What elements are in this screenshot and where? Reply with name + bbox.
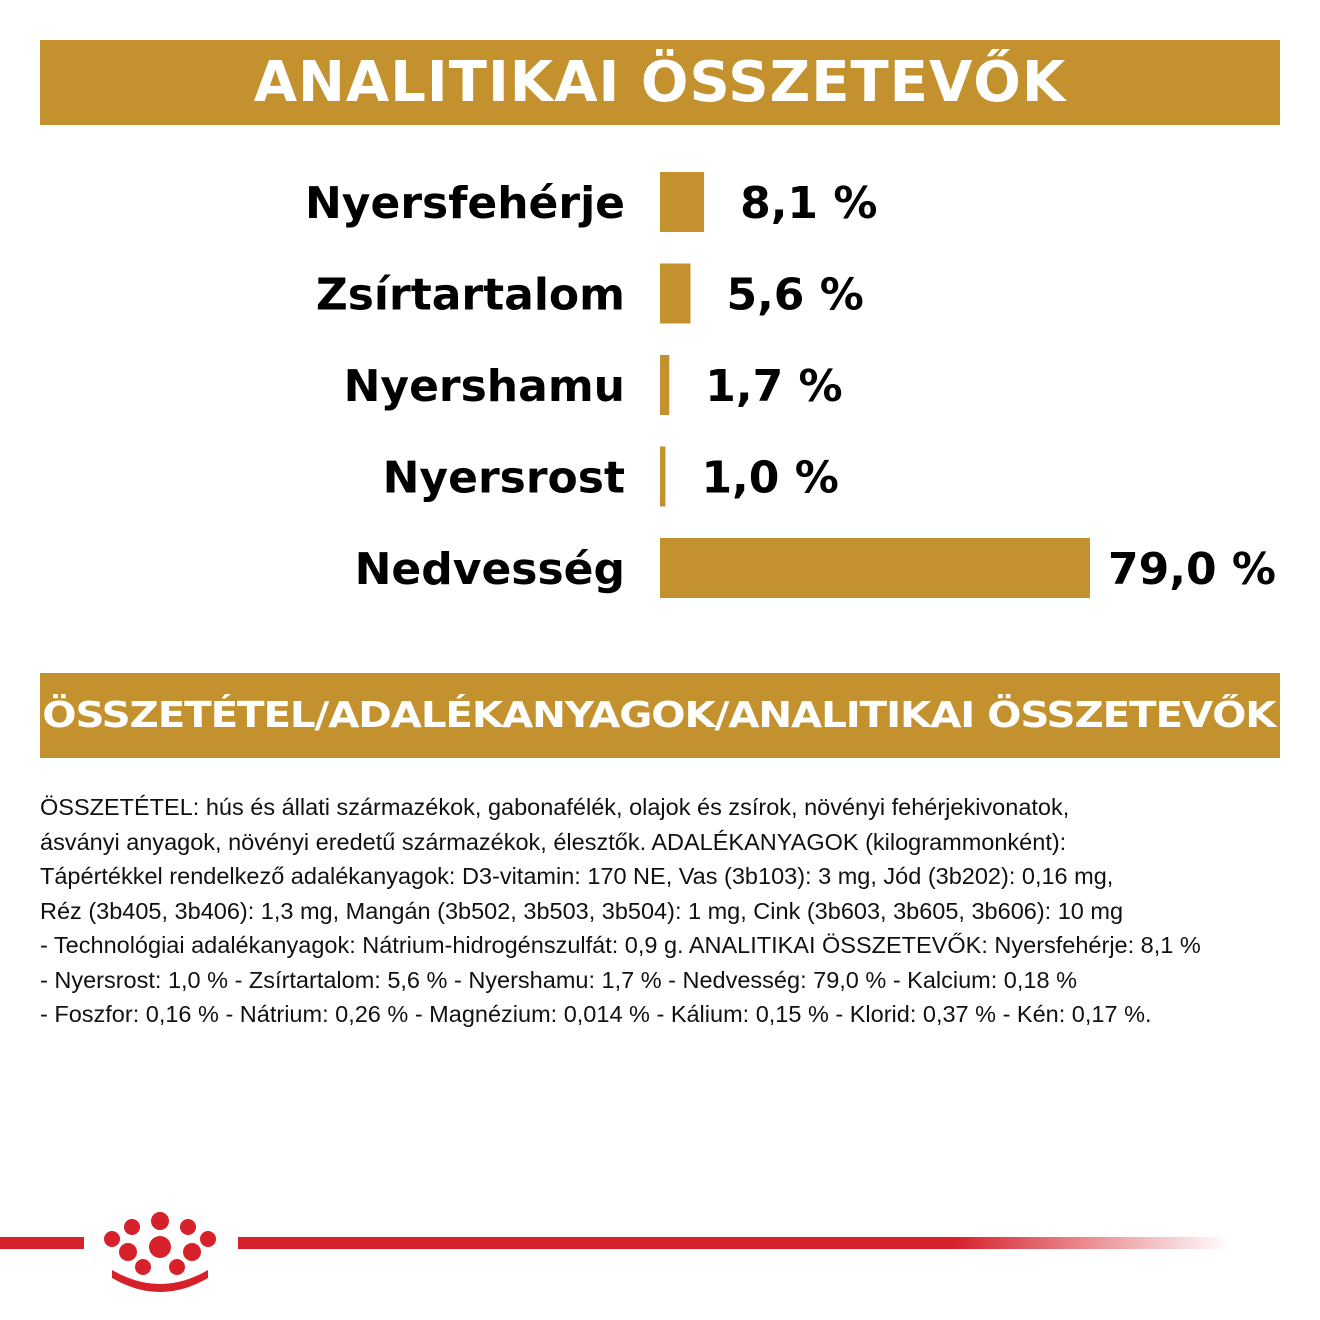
analytical-header-title: ANALITIKAI ÖSSZETEVŐK [253,50,1067,115]
composition-line: - Nyersrost: 1,0 % - Zsírtartalom: 5,6 % - Nyershamu: 1,7 % - Nedvesség: 79,0 % - Kalcium: 0,18 % [40,966,1077,993]
footer-line-left [0,1237,84,1249]
bar-value-label: 5,6 % [726,269,864,321]
bar [660,172,704,232]
bar-value-label: 79,0 % [1108,544,1276,595]
bar [660,538,1090,598]
bar-category-label: Nyershamu [343,361,625,412]
bar-value-label: 1,7 % [705,361,843,412]
composition-line: Tápértékkel rendelkező adalékanyagok: D3-vitamin: 170 NE, Vas (3b103): 3 mg, Jód (3b202): 0,16 mg, [40,863,1114,889]
composition-header-title: ÖSSZETÉTEL/ADALÉKANYAGOK/ANALITIKAI ÖSSZETEVŐK [42,695,1276,736]
composition-line: ásványi anyagok, növényi eredetű származékok, élesztők. ADALÉKANYAGOK (kilogrammonként): [40,828,1067,855]
composition-header [40,673,1280,758]
brand-footer [0,1190,1320,1320]
composition-line: Réz (3b405, 3b406): 1,3 mg, Mangán (3b502, 3b503, 3b504): 1 mg, Cink (3b603, 3b605, 3b606): 10 mg [40,897,1124,924]
bar-value-label: 1,0 % [701,452,839,504]
bar [660,264,690,324]
composition-line: - Foszfor: 0,16 % - Nátrium: 0,26 % - Magnézium: 0,014 % - Kálium: 0,15 % - Klorid: 0,37 % - Kén: 0,17 %. [40,1001,1152,1027]
analytical-header [40,40,1280,125]
bar-category-label: Zsírtartalom [315,269,625,321]
composition-text [40,790,1285,1032]
crown-icon [104,1212,216,1292]
bar-category-label: Nedvesség [354,544,625,595]
bar-value-label: 8,1 % [740,178,878,229]
footer-line-right [238,1237,1230,1249]
bar [660,447,665,507]
bar-category-label: Nyersrost [382,452,625,504]
bar-category-label: Nyersfehérje [304,178,625,229]
composition-line: - Technológiai adalékanyagok: Nátrium-hidrogénszulfát: 0,9 g. ANALITIKAI ÖSSZETEVŐK: Nyersfehérje: 8,1 % [40,932,1201,958]
composition-line: ÖSSZETÉTEL: hús és állati származékok, gabonafélék, olajok és zsírok, növényi fehérjekivonatok, [40,794,1070,820]
bar [660,355,669,415]
analytical-bar-chart [0,150,1320,620]
